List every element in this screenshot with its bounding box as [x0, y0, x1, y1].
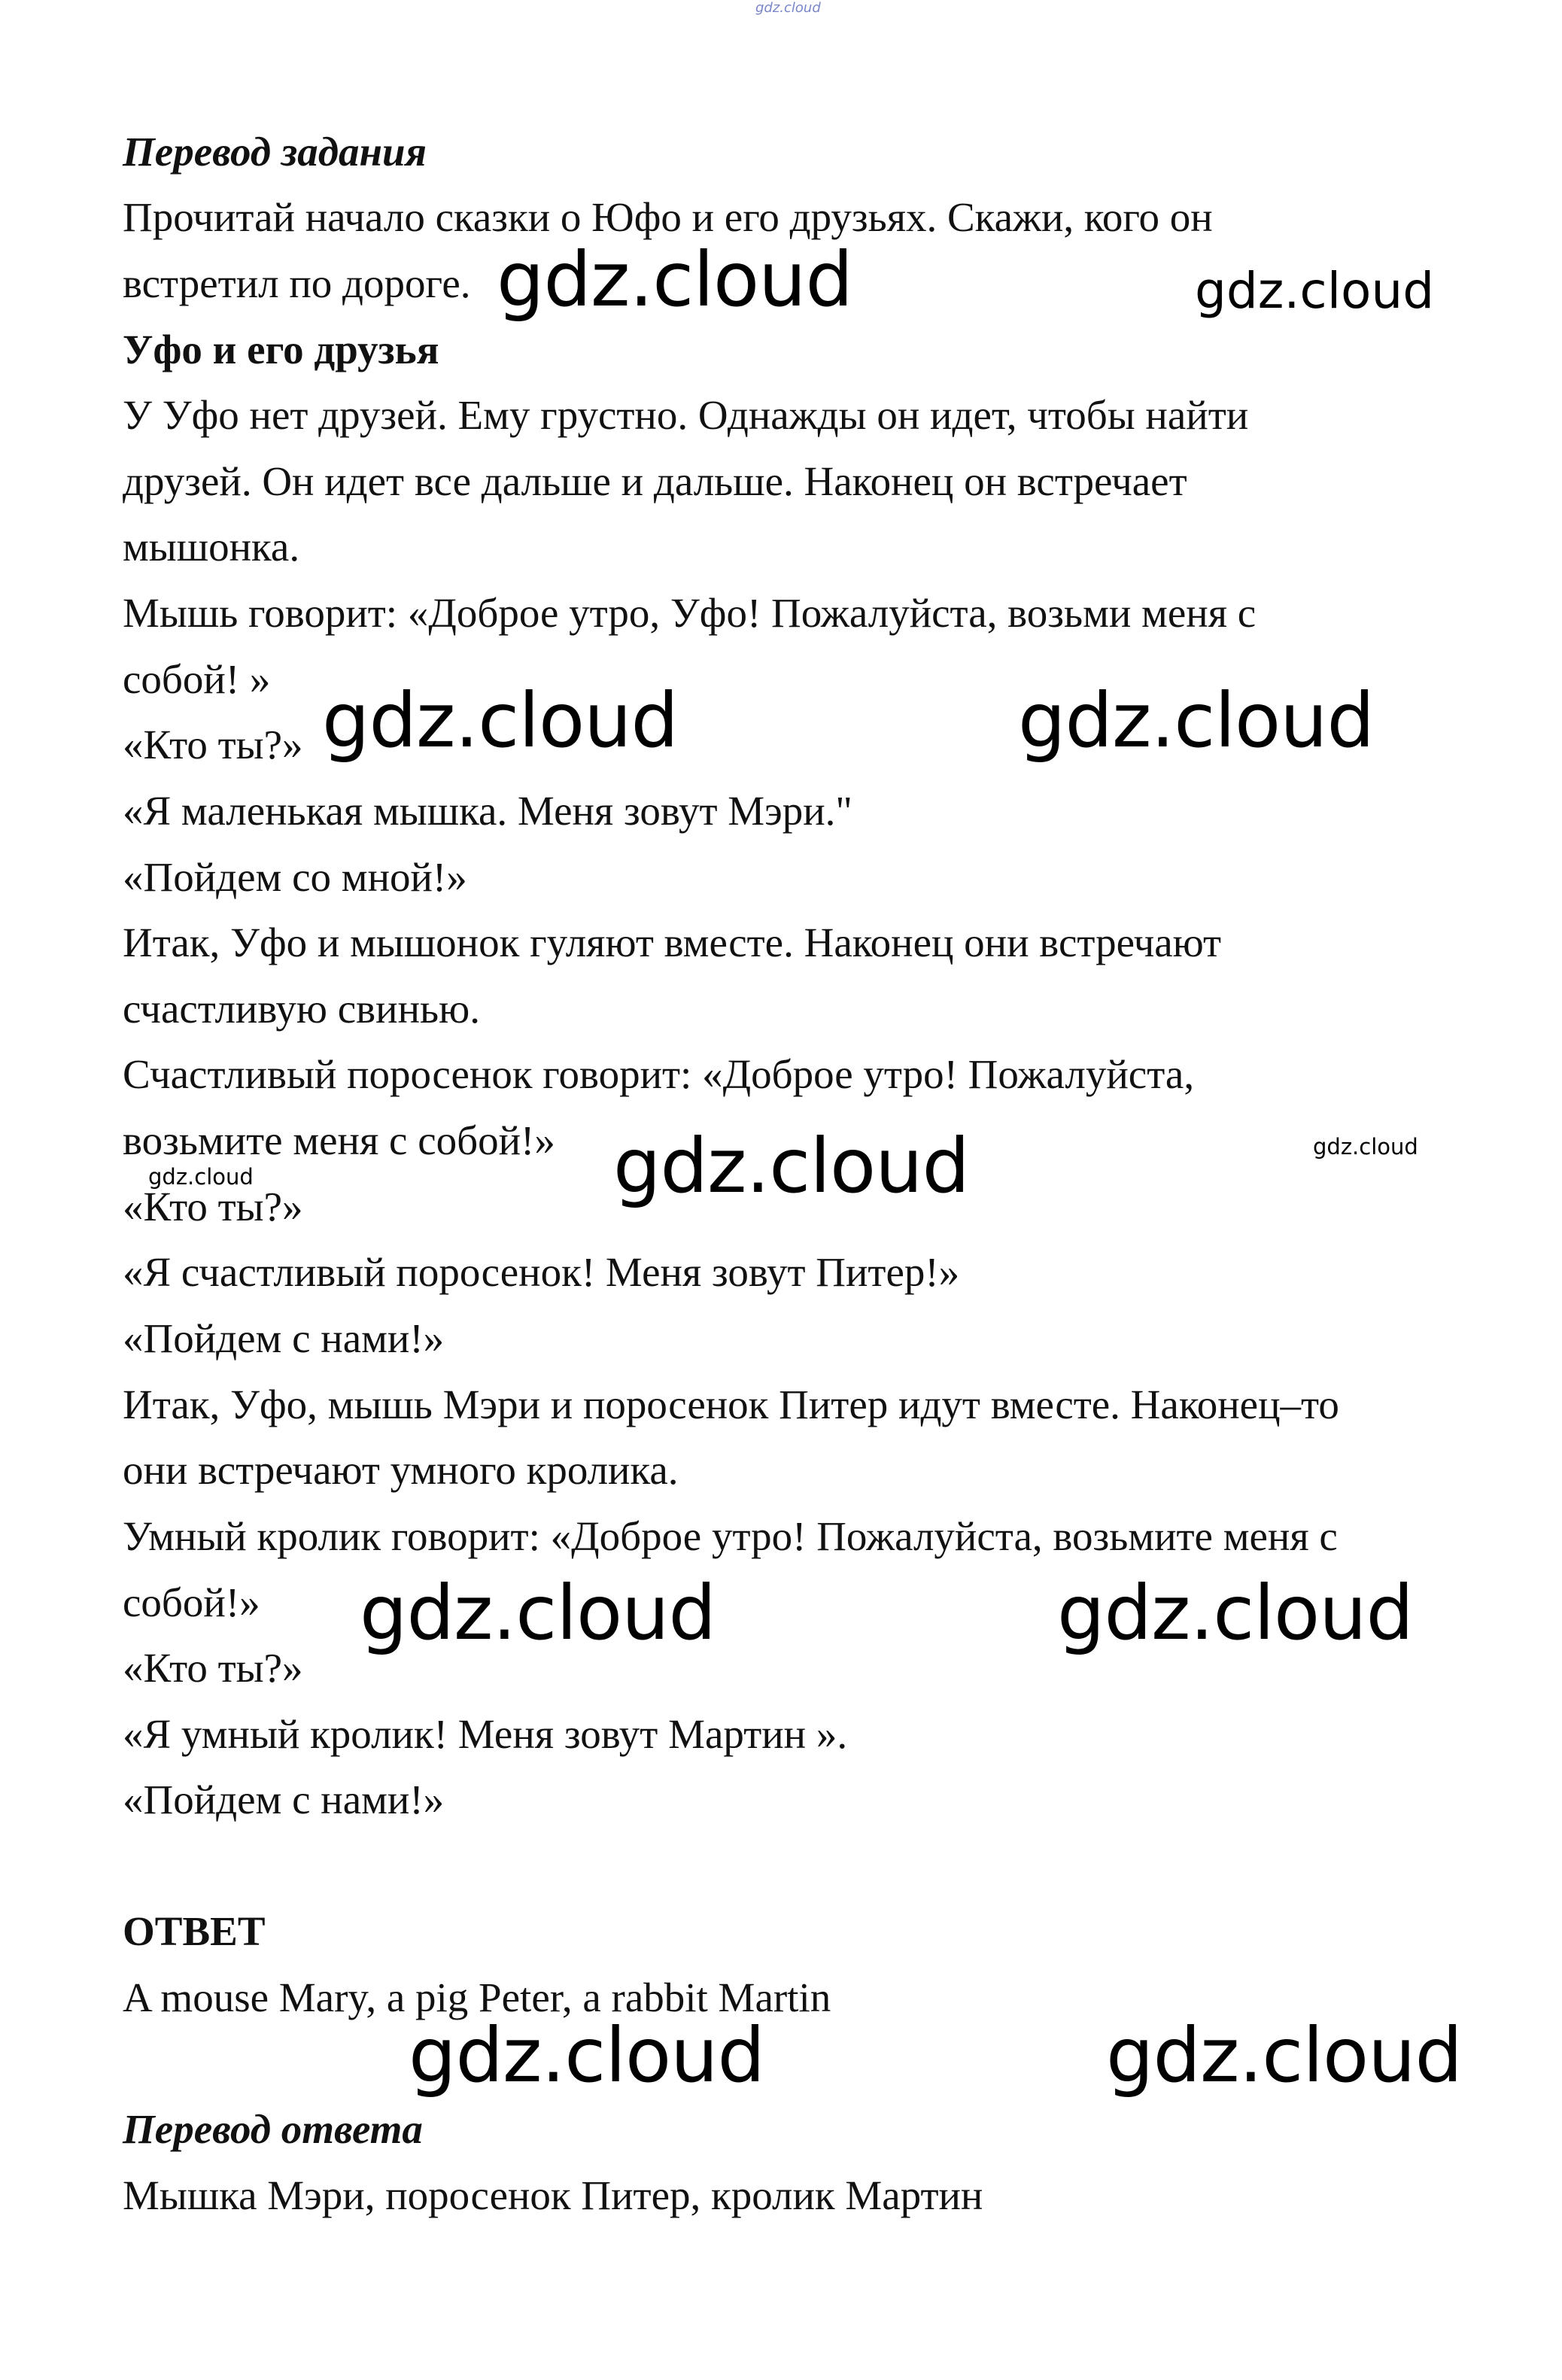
answer-translation-text: Мышка Мэри, поросенок Питер, кролик Мартин	[123, 2172, 983, 2218]
watermark: gdz.cloud	[1018, 676, 1375, 764]
story-line: «Пойдем с нами!»	[123, 1315, 445, 1361]
watermark: gdz.cloud	[1313, 1134, 1418, 1160]
story-line: «Я умный кролик! Меня зовут Мартин ».	[123, 1711, 848, 1757]
story-line: Умный кролик говорит: «Доброе утро! Пожалуйста, возьмите меня с	[123, 1513, 1338, 1559]
watermark: gdz.cloud	[360, 1569, 716, 1657]
story-line: Итак, Уфо и мышонок гуляют вместе. Наконец они встречают	[123, 919, 1222, 965]
story-line: возьмите меня с собой!»	[123, 1117, 555, 1163]
story-line: «Кто ты?»	[123, 1645, 303, 1691]
watermark: gdz.cloud	[148, 1164, 254, 1190]
watermark: gdz.cloud	[497, 236, 853, 324]
top-watermark: gdz.cloud	[755, 0, 821, 16]
watermark: gdz.cloud	[322, 676, 679, 764]
story-line: «Я счастливый поросенок! Меня зовут Питер!»	[123, 1249, 960, 1295]
story-line: собой! »	[123, 656, 271, 702]
story-line: «Кто ты?»	[123, 1184, 303, 1230]
answer-translation-heading: Перевод ответа	[123, 2106, 423, 2152]
watermark: gdz.cloud	[1106, 2011, 1463, 2099]
answer-text: A mouse Mary, a pig Peter, a rabbit Martin	[123, 1974, 831, 2020]
task-translation-heading: Перевод задания	[123, 129, 427, 175]
answer-heading: ОТВЕТ	[123, 1908, 266, 1954]
story-line: Мышь говорит: «Доброе утро, Уфо! Пожалуйста, возьми меня с	[123, 590, 1257, 636]
story-line: они встречают умного кролика.	[123, 1447, 679, 1493]
story-line: счастливую свинью.	[123, 986, 480, 1032]
watermark: gdz.cloud	[613, 1122, 970, 1210]
watermark: gdz.cloud	[1057, 1569, 1414, 1657]
watermark: gdz.cloud	[409, 2011, 765, 2099]
story-line: «Кто ты?»	[123, 722, 303, 767]
story-line: мышонка.	[123, 524, 300, 570]
story-line: друзей. Он идет все дальше и дальше. Наконец он встречает	[123, 458, 1187, 504]
story-line: «Я маленькая мышка. Меня зовут Мэри."	[123, 788, 852, 834]
story-line: «Пойдем со мной!»	[123, 854, 467, 900]
story-title: Уфо и его друзья	[123, 327, 439, 372]
story-line: Счастливый поросенок говорит: «Доброе утро! Пожалуйста,	[123, 1051, 1195, 1097]
story-line: «Пойдем с нами!»	[123, 1777, 445, 1822]
task-line: встретил по дороге.	[123, 260, 471, 306]
watermark: gdz.cloud	[1195, 262, 1435, 320]
story-line: собой!»	[123, 1579, 260, 1625]
task-line: Прочитай начало сказки о Юфо и его друзьях. Скажи, кого он	[123, 194, 1213, 240]
story-line: У Уфо нет друзей. Ему грустно. Однажды он идет, чтобы найти	[123, 392, 1249, 438]
story-line: Итак, Уфо, мышь Мэри и поросенок Питер идут вместе. Наконец–то	[123, 1381, 1339, 1427]
